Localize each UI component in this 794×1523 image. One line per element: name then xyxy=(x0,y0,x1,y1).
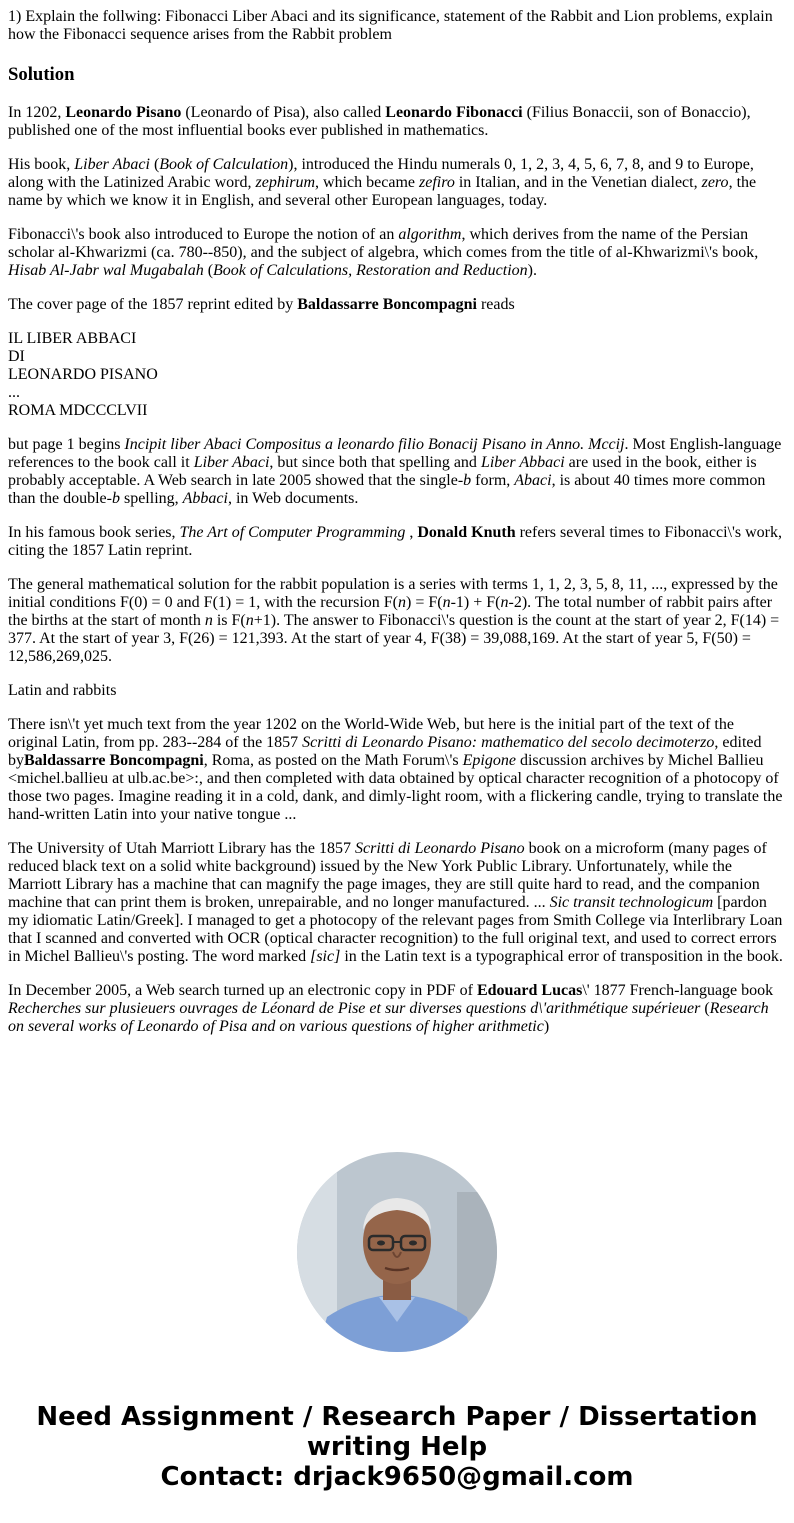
paragraph-rabbit-solution: The general mathematical solution for the rabbit population is a series with terms 1, 1, 2, 3, 5, 8, 11, ..., expressed by the initial conditions F(0) = 0 and F(1) = 1, with the recursion F(n) = F(n-1) + F(n-2). The total number of rabbit pairs after the births at the start of month n is F(n+1). The answer to Fibonacci\'s question is the count at the start of year 2, F(14) = 377. At the start of year 3, F(26) = 121,393. At the start of year 4, F(38) = 39,088,169. At the start of year 5, F(50) = 12,586,269,025. xyxy=(8,576,780,665)
paragraph-algorithm: Fibonacci\'s book also introduced to Europe the notion of an algorithm, which derives from the name of the Persian scholar al-Khwarizmi (ca. 780--850), and the subject of algebra, which comes from the title of al-Khwarizmi\'s book, Hisab Al-Jabr wal Mugabalah (Book of Calculations, Restoration and Reduction). xyxy=(8,226,759,279)
paragraph-latin-text: There isn\'t yet much text from the year 1202 on the World-Wide Web, but here is the initial part of the text of the original Latin, from pp. 283--284 of the 1857 Scritti di Leonardo Pisano: mathematico del secolo decimoterzo, edited byBaldassarre Boncompagni, Roma, as posted on the Math Forum\'s Epigone discussion archives by Michel Ballieu <michel.ballieu at ulb.ac.be>:, and then completed with data obtained by optical character recognition of a photocopy of those two pages. Imagine reading it in a cold, dank, and dimly-light room, with a flickering candle, trying to translate the hand-written Latin into your native tongue ... xyxy=(8,716,783,823)
paragraph-lucas: In December 2005, a Web search turned up an electronic copy in PDF of Edouard Lucas\' 1877 French-language book Recherches sur plusieuers ouvrages de Léonard de Pise et sur diverses questions d\'arithmétique supérieuer (Research on several works of Leonardo of Pisa and on various questions of higher arithmetic) xyxy=(8,982,774,1035)
cover-line: IL LIBER ABBACI xyxy=(8,330,137,347)
question-text: 1) Explain the follwing: Fibonacci Liber Abaci and its significance, statement of the Rabbit and Lion problems, explain how the Fibonacci sequence arises from the Rabbit problem xyxy=(8,8,773,43)
avatar-eye-left xyxy=(377,1241,385,1246)
cover-line: ROMA MDCCCLVII xyxy=(8,402,148,419)
contact-banner xyxy=(0,1402,794,1492)
cta-line-2: writing Help xyxy=(306,1432,488,1462)
cover-lines xyxy=(8,330,786,420)
cover-line: ... xyxy=(8,384,20,401)
document-body xyxy=(8,8,786,1052)
paragraph-marriott-library: The University of Utah Marriott Library has the 1857 Scritti di Leonardo Pisano book on a microform (many pages of reduced black text on a solid white background) issued by the New York Public Library. Unfortunately, while the Marriott Library has a machine that can magnify the page images, they are still quite hard to read, and the companion machine that can print them is broken, unrepairable, and no longer manufactured. ... Sic transit technologicum [pardon my idiomatic Latin/Greek]. I managed to get a photocopy of the relevant pages from Smith College via Interlibrary Loan that I scanned and converted with OCR (optical character recognition) to the full original text, and used to correct errors in Michel Ballieu\'s posting. The word marked [sic] in the Latin text is a typographical error of transposition in the book. xyxy=(8,840,783,965)
paragraph-knuth: In his famous book series, The Art of Computer Programming , Donald Knuth refers several times to Fibonacci\'s work, citing the 1857 Latin reprint. xyxy=(8,524,782,559)
avatar-portrait xyxy=(297,1152,497,1352)
latin-rabbits-heading: Latin and rabbits xyxy=(8,682,117,699)
avatar xyxy=(297,1152,497,1352)
cover-line: DI xyxy=(8,348,25,365)
cta-line-1: Need Assignment / Research Paper / Dissertation xyxy=(36,1402,758,1432)
paragraph-cover-page: The cover page of the 1857 reprint edited by Baldassarre Boncompagni reads xyxy=(8,296,515,313)
solution-heading: Solution xyxy=(8,64,75,85)
cta-contact-email[interactable]: Contact: drjack9650@gmail.com xyxy=(160,1462,634,1492)
question-block xyxy=(8,8,786,44)
paragraph-page-one: but page 1 begins Incipit liber Abaci Compositus a leonardo filio Bonacij Pisano in Anno. Mccij. Most English-language references to the book call it Liber Abaci, but since both that spelling and Liber Abbaci are used in the book, either is probably acceptable. A Web search in late 2005 showed that the single-b form, Abaci, is about 40 times more common than the double-b spelling, Abbaci, in Web documents. xyxy=(8,436,782,507)
avatar-wall-right xyxy=(457,1192,497,1352)
avatar-eye-right xyxy=(409,1241,417,1246)
cover-line: LEONARDO PISANO xyxy=(8,366,158,383)
paragraph-intro: In 1202, Leonardo Pisano (Leonardo of Pisa), also called Leonardo Fibonacci (Filius Bonaccii, son of Bonaccio), published one of the most influential books ever published in mathematics. xyxy=(8,104,751,139)
paragraph-liber-abaci: His book, Liber Abaci (Book of Calculation), introduced the Hindu numerals 0, 1, 2, 3, 4, 5, 6, 7, 8, and 9 to Europe, along with the Latinized Arabic word, zephirum, which became zefiro in Italian, and in the Venetian dialect, zero, the name by which we know it in English, and several other European languages, today. xyxy=(8,156,757,209)
